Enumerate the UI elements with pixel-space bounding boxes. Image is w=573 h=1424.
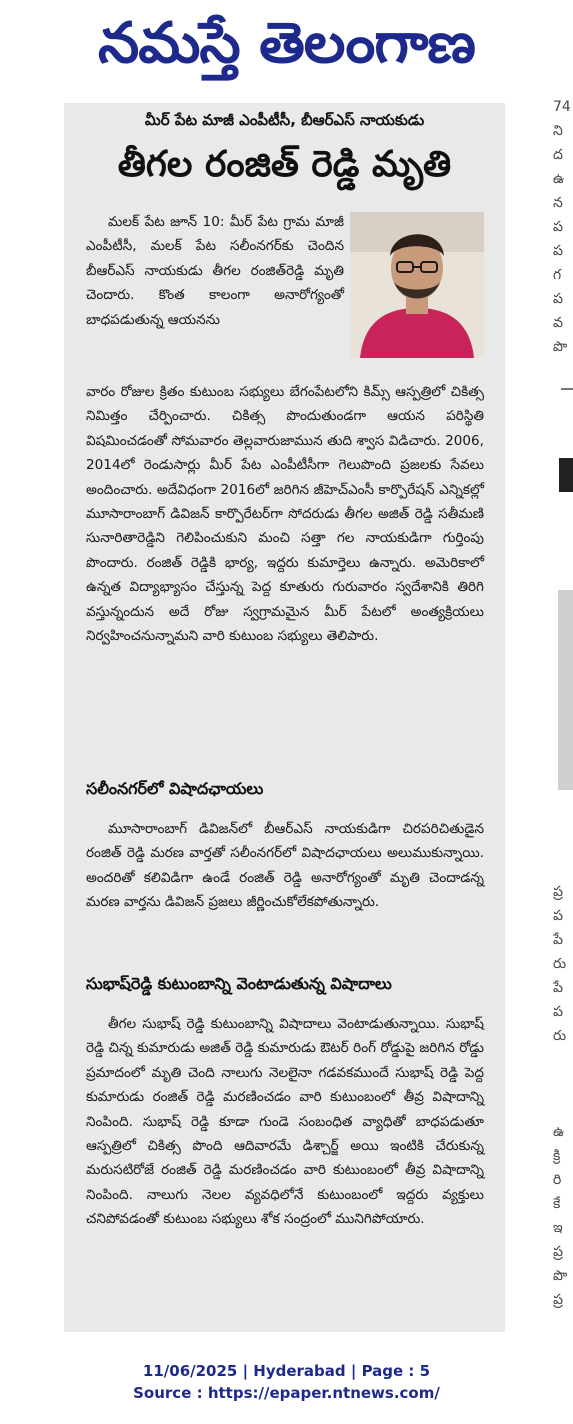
adjacent-column-text: ప [553,291,563,307]
adjacent-column-text: ని [553,123,563,139]
adjacent-column-text: ఇ [553,1220,563,1236]
adjacent-column-text: ప [553,908,563,924]
newspaper-title: నమస్తే తెలంగాణ [98,11,475,76]
article-headline: తీగల రంజిత్ రెడ్డి మృతి [117,144,452,185]
adjacent-column-text: రు [553,956,567,972]
adjacent-column-text: పొ [553,339,568,355]
adjacent-column-text: రు [553,1028,567,1044]
column-divider [561,388,573,390]
adjacent-column-text: కే [553,1196,561,1212]
article-kicker: మీర్ పేట మాజీ ఎంపీటీసీ, బీఆర్ఎస్ నాయకుడు [144,111,425,129]
adjacent-column-text: ప్ర [553,1244,563,1260]
adjacent-column-text: ఉ [553,1124,565,1140]
adjacent-column-text: పే [553,980,563,996]
subheading-saleemnagar: సలీంనగర్‌లో విషాదఛాయలు [86,779,264,798]
adjacent-column-text: రి [553,1172,562,1188]
adjacent-column-text: పొ [553,1268,568,1284]
adjacent-column-text: ద [553,147,563,163]
article-paragraph-intro: మలక్ పేట జూన్ 10: మీర్ పేట గ్రామ మాజీ ఎంపీటీసీ, మలక్ పేట సలీంనగర్‌కు చెందిన బీఆర్ఎస్ నాయకుడు తీగల రంజిత్‌రెడ్డి మృతి చెందారు. కొంత కాలంగా అనారోగ్యంతో బాధపడుతున్న ఆయనను [86,214,344,328]
article-paragraph-subhash-reddy: తీగల సుభాష్ రెడ్డి కుటుంబాన్ని విషాదాలు వెంటాడుతున్నాయి. సుభాష్ రెడ్డి చిన్న కుమారుడు అజిత్ రెడ్డి కుమారుడు ఔటర్ రింగ్ రోడ్డుపై జరిగిన రోడ్డు ప్రమాదంలో మృతి చెంది నాలుగు నెలలైనా గడవకముందే సుభాష్ రెడ్డి పెద్ద కుమారుడు రంజిత్ రెడ్డి మరణించడం వారి కుటుంబంలో తీవ్ర విషాదాన్ని నింపింది. సుభాష్ రెడ్డి కూడా గుండె సంబంధిత వ్యాధితో బాధపడుతూ ఆస్పత్రిలో చికిత్స పొంది ఆదివారమే డిశ్చార్జ్ అయి ఇంటికి చేరుకున్న మరుసటిరోజే రంజిత్ రెడ్డి మరణించడం వారి కుటుంబంలో తీవ్ర విషాదాన్ని నింపింది. నాలుగు నెలల వ్యవధిలోనే కుటుంబంలో ఇద్దరు వ్యక్తులు చనిపోవడంతో కుటుంబ సభ్యులు శోక సంద్రంలో మునిగిపోయారు. [86,1016,484,1228]
portrait-photo [350,212,484,358]
adjacent-column-text: ప [553,219,563,235]
adjacent-photo-fragment [558,590,573,790]
subheading-subhash-reddy: సుభాష్‌రెడ్డి కుటుంబాన్ని వెంటాడుతున్న విషాదాలు [86,974,392,993]
adjacent-column-text: ప్ర [553,884,563,900]
adjacent-headline-fragment [559,458,573,492]
footer-date-page: 11/06/2025 | Hyderabad | Page : 5 [142,1362,431,1380]
person-portrait-icon [350,212,484,358]
adjacent-column-text: క్రి [553,1148,561,1164]
adjacent-column-text: ఉ [553,171,565,187]
masthead [0,0,573,92]
footer-source: Source : https://epaper.ntnews.com/ [133,1384,440,1402]
article-paragraph-continued: వారం రోజుల క్రితం కుటుంబ సభ్యులు బేగంపేటలోని కిమ్స్ ఆస్పత్రిలో చికిత్స నిమిత్తం చేర్పించారు. చికిత్స పొందుతుండగా ఆయన పరిస్థితి విషమించడంతో సోమవారం తెల్లవారుజామున తుది శ్వాస విడిచారు. 2006, 2014లో రెండుసార్లు మీర్ పేట ఎంపీటీసీగా గెలుపొంది ప్రజలకు సేవలు అందించారు. అదేవిధంగా 2016లో జరిగిన జీహెచ్ఎంసీ కార్పొరేషన్ ఎన్నికల్లో మూసారాంబాగ్ డివిజన్ కార్పొరేటర్‌గా సోదరుడు తీగల అజిత్ రెడ్డి సతీమణి సునారితారెడ్డిని గెలిపించుకుని మంచి సత్తా గల నాయకుడిగా గుర్తింపు పొందారు. రంజిత్ రెడ్డికి భార్య, ఇద్దరు కుమార్తెలు ఉన్నారు. అమెరికాలో ఉన్నత విద్యాభ్యాసం చేస్తున్న పెద్ద కూతురు గురువారం స్వదేశానికి తిరిగి వస్తున్నందున అదే రోజు స్వగ్రామమైన మీర్ పేటలో అంత్యక్రియలు నిర్వహించనున్నామని వారి కుటుంబ సభ్యులు తెలిపారు. [86,384,484,645]
adjacent-column-text: ప్ర [553,1292,563,1308]
article-paragraph-saleemnagar: మూసారాంబాగ్ డివిజన్‌లో బీఆర్ఎస్ నాయకుడిగా చిరపరిచితుడైన రంజిత్ రెడ్డి మరణ వార్తతో సలీంనగర్‌లో విషాదఛాయలు అలుముకున్నాయి. అందరితో కలివిడిగా ఉండే రంజిత్ రెడ్డి అనారోగ్యంతో మృతి చెందాడన్న మరణ వార్తను డివిజన్ ప్రజలు జీర్ణించుకోలేకపోతున్నారు. [86,821,484,911]
adjacent-column-text: వ [553,315,563,331]
adjacent-column-text: న [553,195,563,211]
adjacent-column-text: గ [553,267,562,283]
adjacent-column-text: ప [553,243,563,259]
adjacent-column-text: పే [553,932,563,948]
adjacent-column-text: 74 [553,99,571,115]
adjacent-column-text: ప [553,1004,563,1020]
